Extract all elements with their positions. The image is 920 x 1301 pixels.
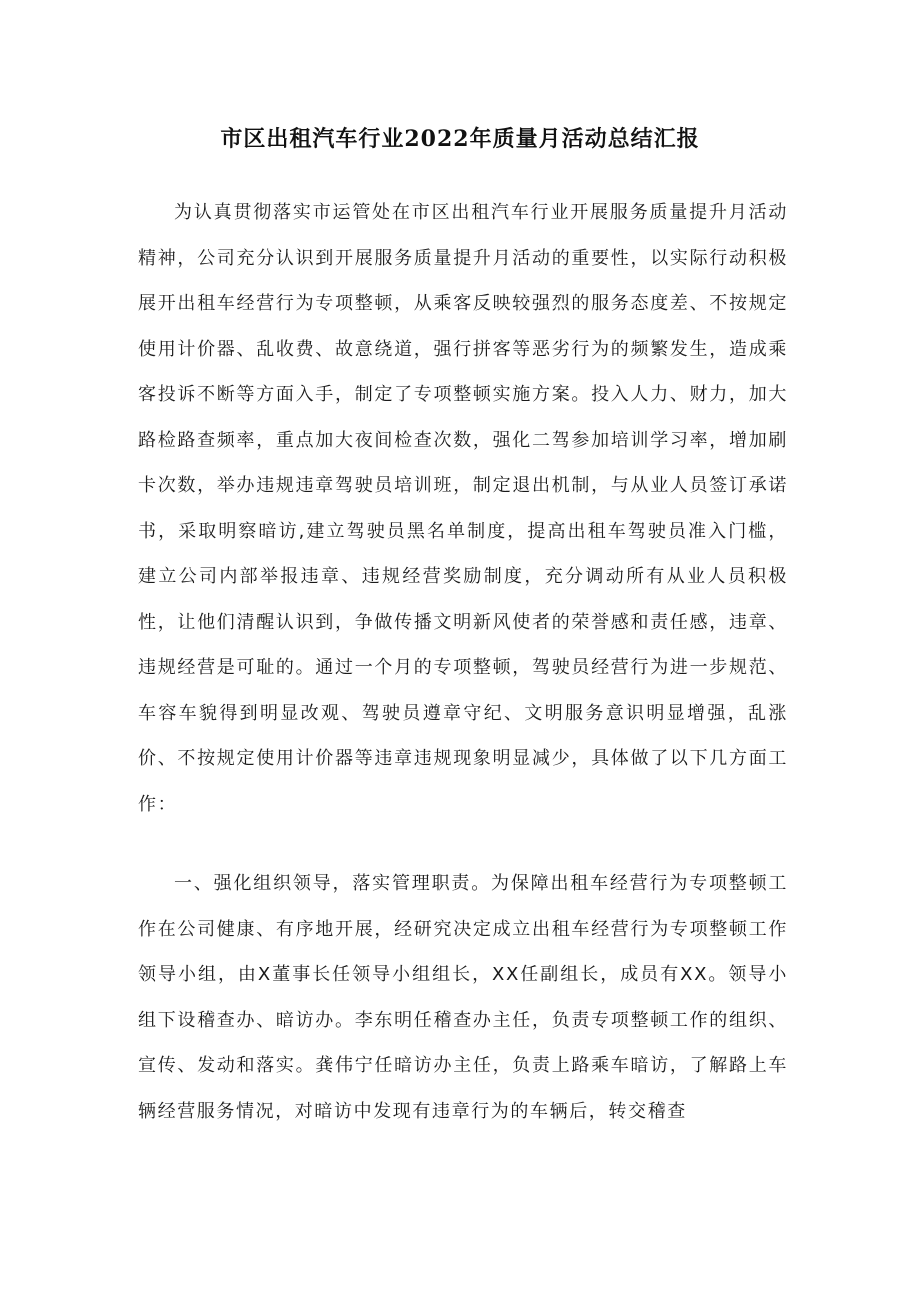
paragraph-section-one: 一、强化组织领导，落实管理职责。为保障出租车经营行为专项整顿工作在公司健康、有序地开展，经研究决定成立出租车经营行为专项整顿工作领导小组，由X董事长任领导小组组长，XX任副组长，成员有XX。领导小组下设稽查办、暗访办。李东明任稽查办主任，负责专项整顿工作的组织、宣传、发动和落实。龚伟宁任暗访办主任，负责上路乘车暗访，了解路上车辆经营服务情况，对暗访中发现有违章行为的车辆后，转交稽查 — [138, 873, 788, 1122]
paragraph-intro: 为认真贯彻落实市运管处在市区出租汽车行业开展服务质量提升月活动精神，公司充分认识到开展服务质量提升月活动的重要性，以实际行动积极展开出租车经营行为专项整顿，从乘客反映较强烈的服务态度差、不按规定使用计价器、乱收费、故意绕道，强行拼客等恶劣行为的频繁发生，造成乘客投诉不断等方面入手，制定了专项整顿实施方案。投入人力、财力，加大路检路查频率，重点加大夜间检查次数，强化二驾参加培训学习率，增加刷卡次数，举办违规违章驾驶员培训班，制定退出机制，与从业人员签订承诺书，采取明察暗访,建立驾驶员黑名单制度，提高出租车驾驶员准入门槛，建立公司内部举报违章、违规经营奖励制度，充分调动所有从业人员积极性，让他们清醒认识到，争做传播文明新风使者的荣誉感和责任感，违章、违规经营是可耻的。通过一个月的专项整顿，驾驶员经营行为进一步规范、车容车貌得到明显改观、驾驶员遵章守纪、文明服务意识明显增强，乱涨价、不按规定使用计价器等违章违规现象明显减少，具体做了以下几方面工作： — [138, 202, 788, 815]
document-title: 市区出租汽车行业2022年质量月活动总结汇报 — [220, 126, 700, 152]
